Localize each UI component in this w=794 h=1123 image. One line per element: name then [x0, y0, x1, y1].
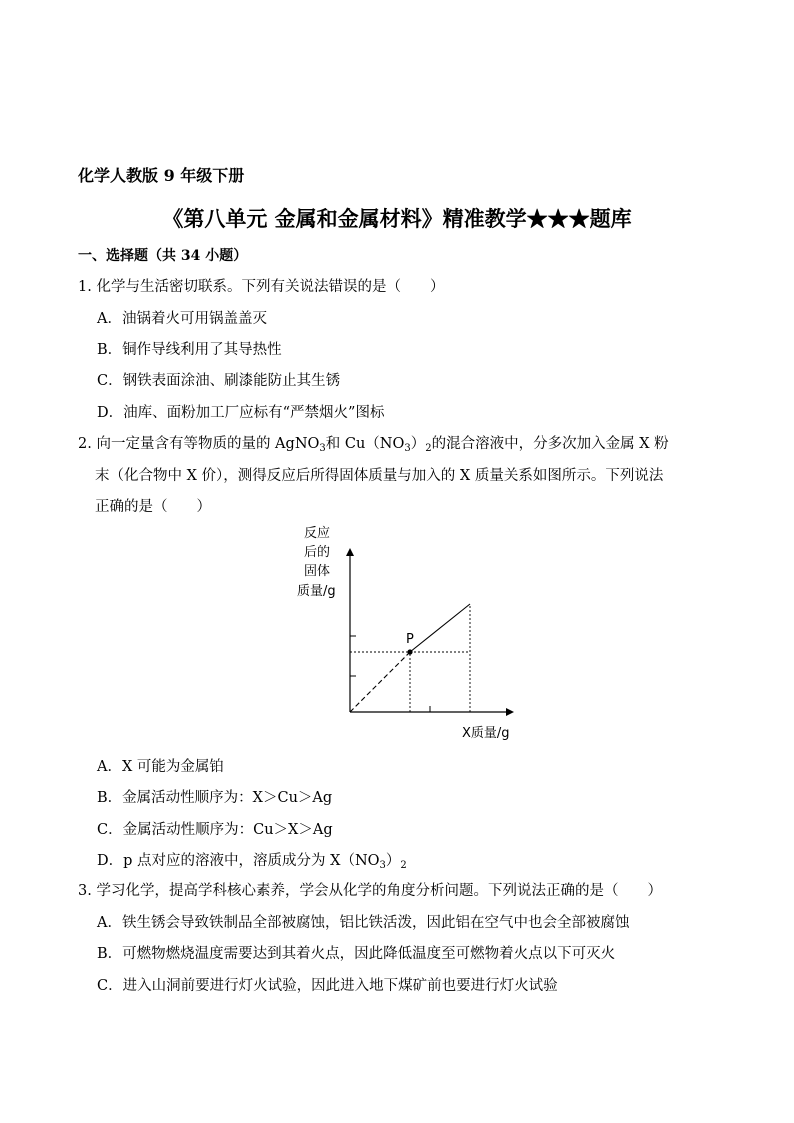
question-2-text-part-3: ） [410, 436, 426, 452]
question-1-number: 1. [78, 279, 92, 295]
question-2-stem-line-2: 末（化合物中 X 价），测得反应后所得固体质量与加入的 X 质量关系如图所示。下列说法 [95, 468, 664, 484]
question-2-text-part-1: 向一定量含有等物质的量的 AgNO [96, 436, 320, 452]
question-2-option-d-part-1: D．p 点对应的溶液中，溶质成分为 X（NO [97, 853, 380, 869]
question-3-option-c: C．进入山洞前要进行灯火试验，因此进入地下煤矿前也要进行灯火试验 [97, 978, 558, 994]
question-1-option-a: A．油锅着火可用锅盖盖灭 [97, 311, 267, 327]
question-2-stem-line-3: 正确的是（ ） [95, 499, 211, 515]
question-2-option-d-subscript-2: 2 [400, 860, 407, 871]
chart-plot-area [350, 604, 470, 712]
point-p-marker [407, 649, 412, 654]
series-solid-after-P [410, 604, 470, 652]
question-2-option-c: C．金属活动性顺序为：Cu＞X＞Ag [97, 822, 333, 838]
question-2-text-part-2: 和 Cu（NO [325, 436, 405, 452]
question-1-option-c: C．钢铁表面涂油、刷漆能防止其生锈 [97, 373, 341, 389]
question-1-text: 化学与生活密切联系。下列有关说法错误的是（ ） [96, 279, 445, 295]
y-axis-label-line-2: 后的 [304, 545, 331, 560]
question-3-option-a: A．铁生锈会导致铁制品全部被腐蚀，铝比铁活泼，因此铝在空气中也会全部被腐蚀 [97, 915, 630, 931]
question-1-option-d: D．油库、面粉加工厂应标有“严禁烟火”图标 [97, 405, 385, 421]
point-p-label: P [406, 632, 414, 647]
question-2-option-d-part-2: ） [385, 853, 401, 869]
section-heading: 一、选择题（共 34 小题） [78, 248, 248, 264]
y-axis-label-line-3: 固体 [304, 564, 331, 579]
question-2-subscript-2: 3 [404, 443, 411, 454]
question-2-option-a: A．X 可能为金属铂 [97, 759, 224, 775]
question-3-number: 3. [78, 883, 92, 899]
x-axis-label: X质量/g [462, 726, 510, 741]
question-2-stem-line-1 [78, 432, 669, 454]
question-2-option-d-subscript-1: 3 [379, 860, 386, 871]
document-subtitle: 化学人教版 9 年级下册 [78, 166, 245, 185]
question-3-stem [78, 879, 662, 900]
question-2-number: 2. [78, 436, 92, 452]
question-1-option-b: B．铜作导线利用了其导热性 [97, 342, 282, 358]
question-3-option-b: B．可燃物燃烧温度需要达到其着火点，因此降低温度至可燃物着火点以下可灭火 [97, 946, 616, 962]
question-2-subscript-3: 2 [425, 443, 432, 454]
question-2-option-b: B．金属活动性顺序为：X＞Cu＞Ag [97, 790, 333, 806]
question-2-option-d [97, 849, 407, 871]
question-2-text-part-4: 的混合溶液中，分多次加入金属 X 粉 [431, 436, 669, 452]
question-2-subscript-1: 3 [319, 443, 326, 454]
series-dashed-initial [350, 652, 410, 712]
question-1-stem [78, 275, 444, 296]
solid-mass-graph [280, 520, 530, 745]
document-title: 《第八单元 金属和金属材料》精准教学★★★题库 [162, 206, 632, 231]
y-axis-label-line-1: 反应 [304, 526, 331, 541]
y-axis-label-line-4: 质量/g [297, 584, 336, 599]
question-3-text: 学习化学，提高学科核心素养，学会从化学的角度分析问题。下列说法正确的是（ ） [96, 883, 662, 899]
